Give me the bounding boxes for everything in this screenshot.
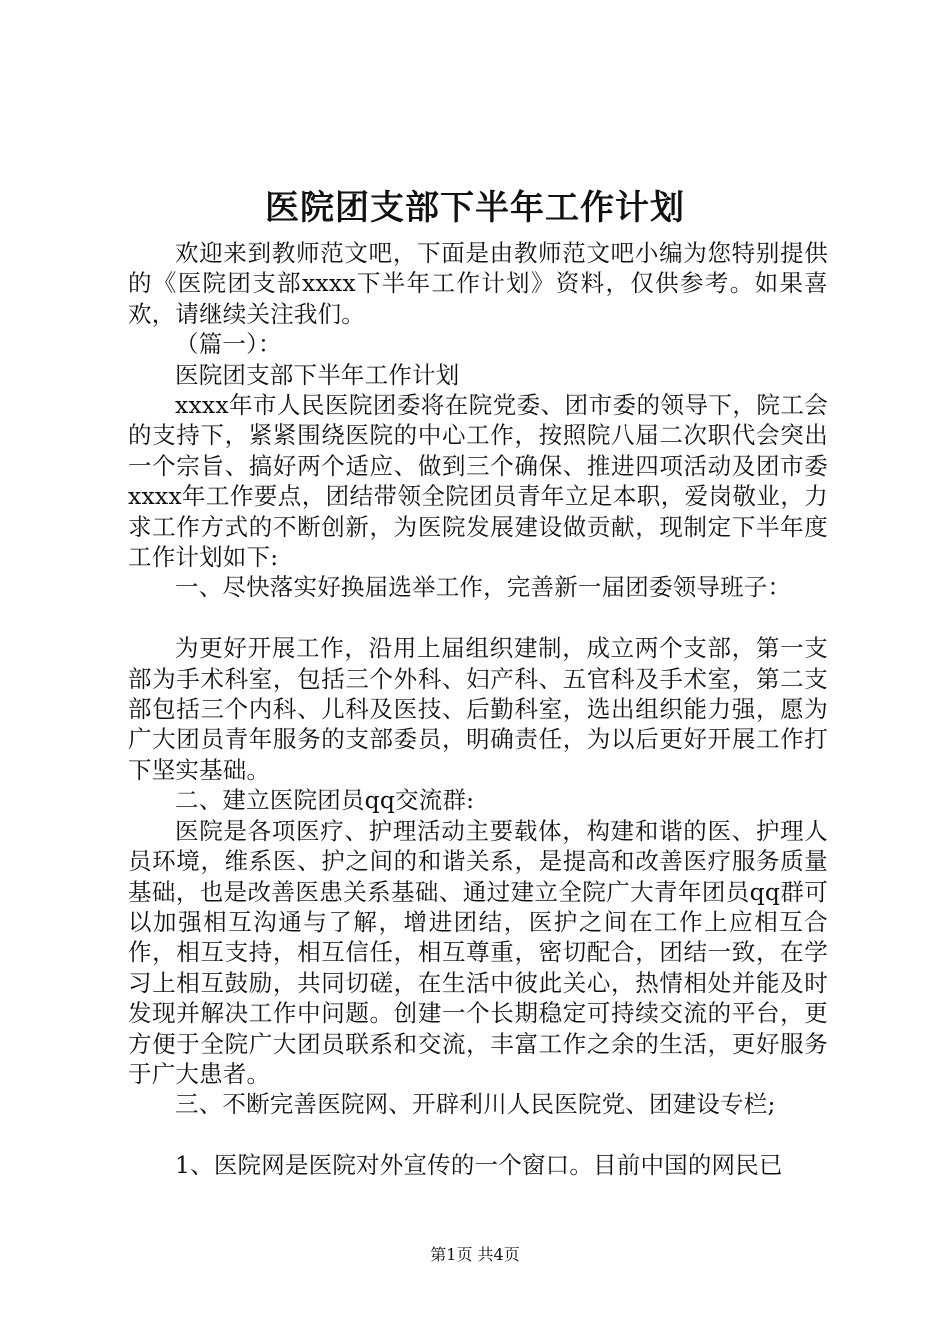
paragraph-body-2: 医院是各项医疗、护理活动主要载体，构建和谐的医、护理人员环境，维系医、护之间的和谐关系，是提高和改善医疗服务质量基础，也是改善医患关系基础、通过建立全院广大青年团员qq群可以加强相互沟通与了解，增进团结，医护之间在工作上应相互合作，相互支持，相互信任，相互尊重，密切配合，团结一致，在学习上相互鼓励，共同切磋，在生活中彼此关心，热情相处并能及时发现并解决工作中问题。创建一个长期稳定可持续交流的平台，更方便于全院广大团员联系和交流，丰富工作之余的生活，更好服务于广大患者。 (128, 816, 828, 1088)
paragraph-heading-1: 一、尽快落实好换届选举工作，完善新一届团委领导班子： (175, 573, 792, 602)
paragraph-heading-3: 三、不断完善医院网、开辟利川人民医院党、团建设专栏; (175, 1090, 776, 1119)
paragraph-section-label: （篇一）： (175, 330, 282, 359)
paragraph-subtitle: 医院团支部下半年工作计划 (175, 360, 460, 389)
paragraph-body-3: 1、医院网是医院对外宣传的一个窗口。目前中国的网民已 (175, 1151, 783, 1180)
paragraph-overview: xxxx年市人民医院团委将在院党委、团市委的领导下，院工会的支持下，紧紧围绕医院的中心工作，按照院八届二次职代会突出一个宗旨、搞好两个适应、做到三个确保、推进四项活动及团市委xxxx年工作要点，团结带领全院团员青年立足本职，爱岗敬业，力求工作方式的不断创新，为医院发展建设做贡献，现制定下半年度工作计划如下: (128, 391, 828, 572)
page-footer: 第1页 共4页 (430, 1245, 520, 1264)
paragraph-heading-2: 二、建立医院团员qq交流群: (175, 786, 475, 815)
paragraph-intro: 欢迎来到教师范文吧，下面是由教师范文吧小编为您特别提供的《医院团支部xxxx下半年工作计划》资料，仅供参考。如果喜欢，请继续关注我们。 (128, 239, 828, 328)
document-body (128, 238, 828, 1181)
paragraph-body-1: 为更好开展工作，沿用上届组织建制，成立两个支部，第一支部为手术科室，包括三个外科、妇产科、五官科及手术室，第二支部包括三个内科、儿科及医技、后勤科室，选出组织能力强，愿为广大团员青年服务的支部委员，明确责任，为以后更好开展工作打下坚实基础。 (128, 634, 828, 784)
document-title: 医院团支部下半年工作计划 (265, 188, 685, 228)
